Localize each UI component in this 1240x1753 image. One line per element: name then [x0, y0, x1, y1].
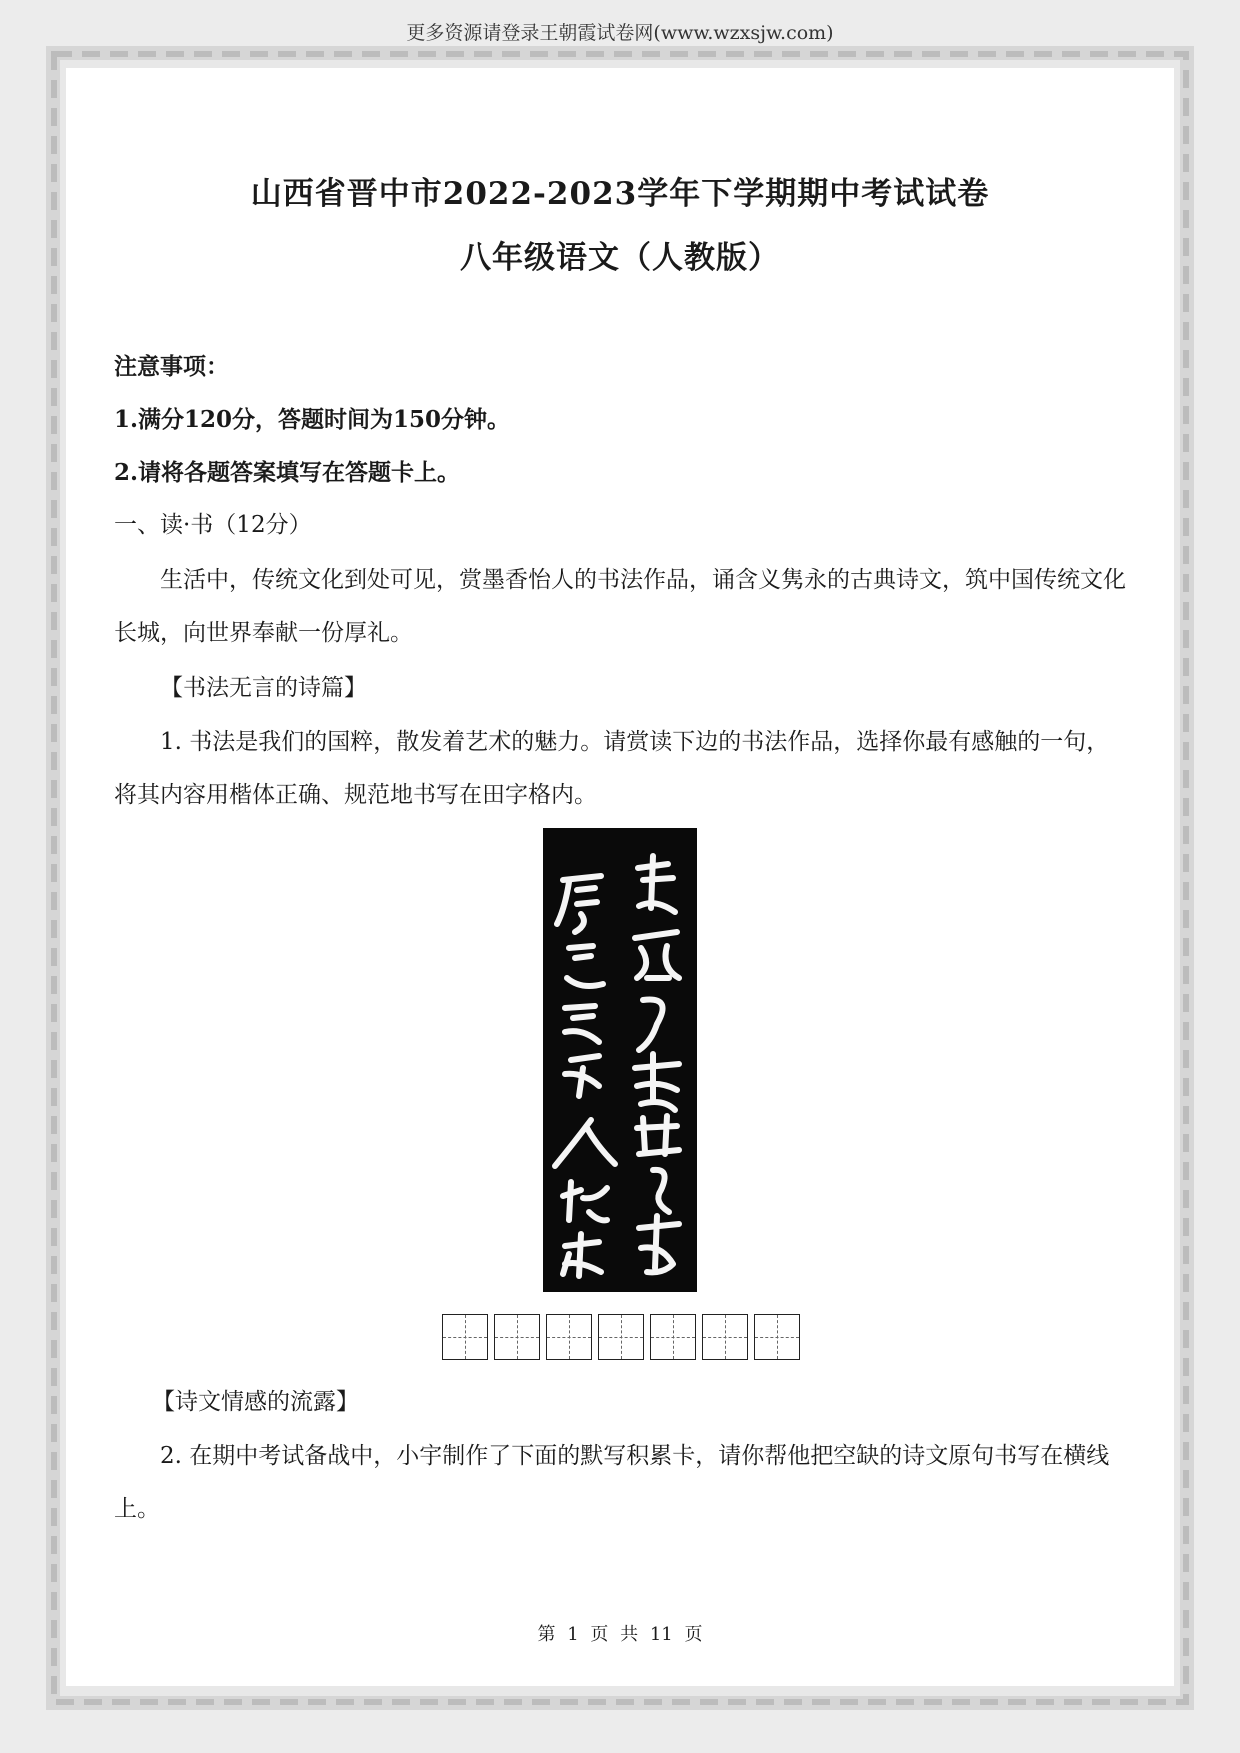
- tianzige-cell[interactable]: [494, 1314, 540, 1360]
- exam-subtitle: 八年级语文（人教版）: [460, 240, 780, 276]
- tianzige-cell[interactable]: [442, 1314, 488, 1360]
- tianzige-cell[interactable]: [546, 1314, 592, 1360]
- part1-title: 【书法无言的诗篇】: [160, 675, 367, 701]
- tianzige-cell[interactable]: [598, 1314, 644, 1360]
- part2-title: 【诗文情感的流露】: [152, 1389, 359, 1415]
- notice-heading: 注意事项：: [114, 353, 229, 380]
- source-watermark-line: 更多资源请登录王朝霞试卷网(www.wzxsjw.com): [406, 22, 834, 44]
- exam-title: 山西省晋中市2022-2023学年下学期期中考试试卷: [250, 176, 990, 212]
- notice-item-2: 2.请将各题答案填写在答题卡上。: [114, 459, 461, 486]
- notice-item-1: 1.满分120分，答题时间为150分钟。: [114, 406, 511, 433]
- intro-paragraph: 生活中，传统文化到处可见，赏墨香怡人的书法作品，诵含义隽永的古典诗文，筑中国传统文化长城，向世界奉献一份厚礼。: [114, 567, 1126, 646]
- calligraphy-image: [543, 828, 697, 1292]
- tianzige-cell[interactable]: [702, 1314, 748, 1360]
- page-number: 第 1 页 共 11 页: [537, 1624, 703, 1645]
- question-2: 2. 在期中考试备战中，小宇制作了下面的默写积累卡，请你帮他把空缺的诗文原句书写在横线上。: [114, 1443, 1110, 1522]
- tianzige-grid: [442, 1314, 800, 1360]
- section-heading: 一、读·书（12分）: [114, 512, 312, 538]
- question-1: 1. 书法是我们的国粹，散发着艺术的魅力。请赏读下边的书法作品，选择你最有感触的一句，将其内容用楷体正确、规范地书写在田字格内。: [114, 729, 1110, 808]
- tianzige-cell[interactable]: [650, 1314, 696, 1360]
- tianzige-cell[interactable]: [754, 1314, 800, 1360]
